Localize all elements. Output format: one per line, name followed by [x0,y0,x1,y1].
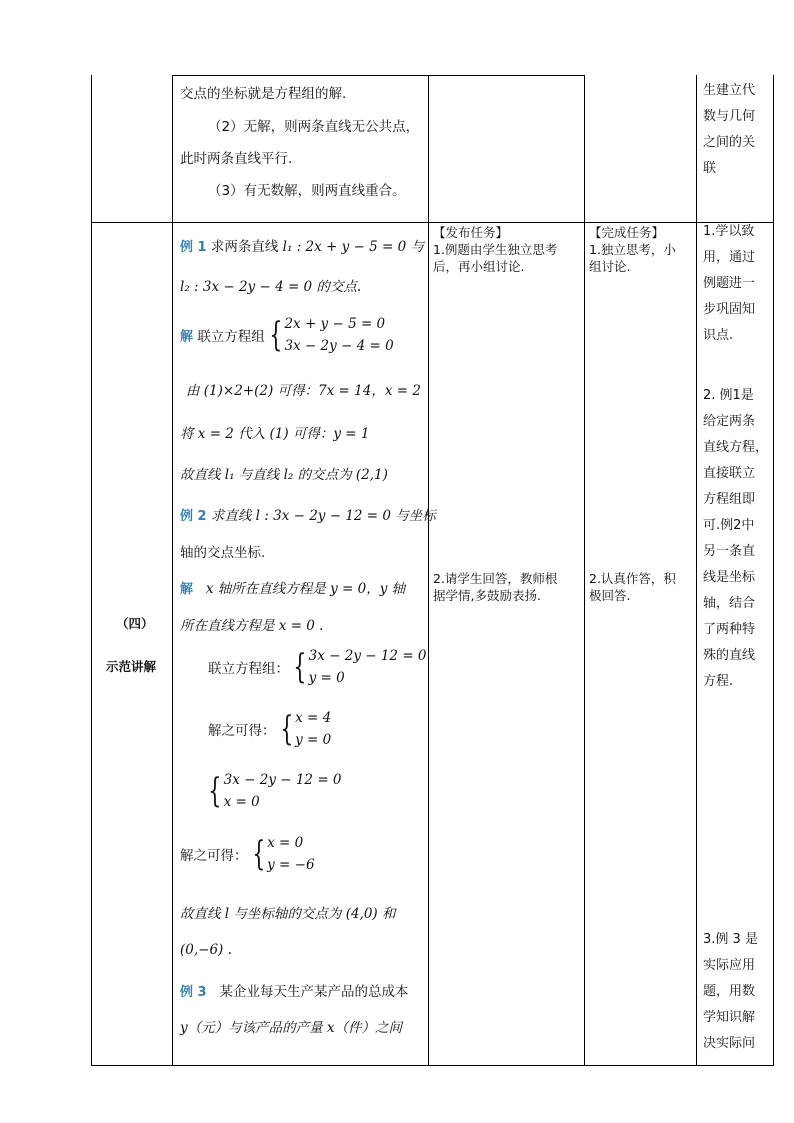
example-2-solution-line2: 所在直线方程是 x = 0 . [180,618,324,634]
note-line: 2. 例1是 [703,388,754,403]
note-line: 轴，结合 [703,596,756,611]
equation-system [224,769,342,813]
note-line: 步巩固知 [703,302,756,317]
design-intent-2 [703,383,771,695]
note-line: 学知识解 [703,1010,756,1025]
note-line: 之间的关 [703,135,756,150]
task-line: 据学情,多鼓励表扬. [433,588,541,603]
note-line: 1.学以致 [703,224,755,239]
design-intent-1 [703,219,771,349]
task-line: 1.独立思考，小 [589,242,676,257]
design-intent-3 [703,927,771,1057]
equation: l₁ : 2x + y − 5 = 0 与 [282,239,425,255]
step: 将 x = 2 代入 (1) 可得：y = 1 [180,426,370,442]
student-activity [589,224,695,275]
example-tag: 例 3 [180,985,207,1000]
equation: 2x + y − 5 = 0 [284,316,386,332]
equation: x = 0 [267,835,304,851]
teacher-activity-2 [433,570,583,604]
equation: y = 0 [295,732,332,748]
example-2-system-1 [208,645,427,689]
teacher-activity [433,224,583,275]
task-heading: 【发布任务】 [433,225,509,240]
example-3-line1 [180,980,408,1000]
example-text: 求两条直线 [210,239,279,255]
example-2-result-1 [208,707,331,751]
row1-text-line: 此时两条直线平行. [180,151,293,167]
task-heading: 【完成任务】 [589,225,665,240]
note-line: 了两种特 [703,622,756,637]
note-line: 例题进一 [703,276,756,291]
task-line: 2.请学生回答，教师根 [433,571,558,586]
example-2-conclusion-line1: 故直线 l 与坐标轴的交点为 (4,0) 和 [180,906,396,922]
task-line: 2.认真作答，积 [589,571,676,586]
equation: 3x − 2y − 12 = 0 [308,648,427,664]
example-tag: 例 2 [180,509,207,524]
table-border [428,75,429,1066]
note-line: 3.例 3 是 [703,932,758,947]
example-2-conclusion-line2: (0,−6) . [180,942,232,958]
task-line: 1.例题由学生独立思考 [433,242,558,257]
example-2-line2: 轴的交点坐标. [180,545,266,561]
note-line: 数与几何 [703,109,756,124]
step: 故直线 l₁ 与直线 l₂ 的交点为 (2,1) [180,467,388,483]
note-line: 题，用数 [703,984,756,999]
note-line: 决实际问 [703,1036,756,1051]
section-number: （四） [116,616,154,631]
example-1-line2: l₂ : 3x − 2y − 4 = 0 的交点. [180,279,362,295]
note-line: 用，通过 [703,250,756,265]
example-text: 某企业每天生产某产品的总成本 [219,984,409,1000]
equation-system [284,313,393,357]
example-text: 求直线 l : 3x − 2y − 12 = 0 与坐标 [210,508,436,524]
equation: 3x − 2y − 12 = 0 [223,772,342,788]
solution-text: x 轴所在直线方程是 y = 0，y 轴 [205,581,406,597]
section-title: 示范讲解 [106,659,157,674]
result-label: 解之可得： [180,848,248,864]
example-1-line1 [180,235,424,255]
example-1-system [180,313,394,357]
table-border [696,75,697,1066]
note-line: 生建立代 [703,83,756,98]
row1-note [703,78,771,182]
brace-icon: { [279,709,293,749]
step: 由 (1)×2+(2) 可得：7x = 14，x = 2 [186,383,421,399]
note-line: 直接联立 [703,466,756,481]
note-line: 可.例2中 [703,518,755,533]
system-label: 联立方程组 [197,329,265,345]
example-2-line1 [180,504,436,524]
brace-icon: { [251,834,265,874]
table-border [91,1065,774,1066]
student-activity-2 [589,570,695,604]
example-3-line2: y（元）与该产品的产量 x（件）之间 [180,1020,403,1036]
equation: x = 0 [223,794,260,810]
equation-system [295,707,331,751]
note-line: 实际应用 [703,958,756,973]
brace-icon: { [269,315,283,355]
example-2-system-2 [204,769,342,813]
example-2-result-2 [180,832,315,876]
note-line: 直线方程， [703,440,769,455]
example-2-solution-line1 [180,577,405,597]
equation: 3x − 2y − 4 = 0 [284,338,394,354]
note-line: 给定两条 [703,414,756,429]
note-line: 另一条直 [703,544,756,559]
table-border [172,75,173,1066]
example-tag: 例 1 [180,240,207,255]
note-line: 识点. [703,328,734,343]
equation: x = 4 [295,710,332,726]
row1-text-line: （2）无解，则两条直线无公共点， [208,119,420,135]
result-label: 解之可得： [208,723,276,739]
system-label: 联立方程组： [208,661,289,677]
task-line: 极回答. [589,588,631,603]
task-line: 后，再小组讨论. [433,259,525,274]
equation-system [267,832,314,876]
note-line: 殊的直线 [703,648,756,663]
table-border [773,75,774,1066]
solution-tag: 解 [180,582,194,597]
brace-icon: { [208,771,222,811]
note-line: 线是坐标 [703,570,756,585]
row1-text-line: 交点的坐标就是方程组的解. [180,86,347,102]
equation-system [309,645,427,689]
equation: y = 0 [308,670,345,686]
task-line: 组讨论. [589,259,631,274]
row1-text-line: （3）有无数解，则两直线重合。 [208,183,406,199]
table-border [91,222,774,223]
table-border [584,75,585,1066]
solution-tag: 解 [180,329,194,345]
brace-icon: { [293,647,307,687]
note-line: 联 [703,161,717,176]
table-border [91,75,92,1066]
note-line: 方程组即 [703,492,756,507]
table-border [172,75,584,76]
note-line: 方程. [703,674,734,689]
equation: y = −6 [267,857,315,873]
